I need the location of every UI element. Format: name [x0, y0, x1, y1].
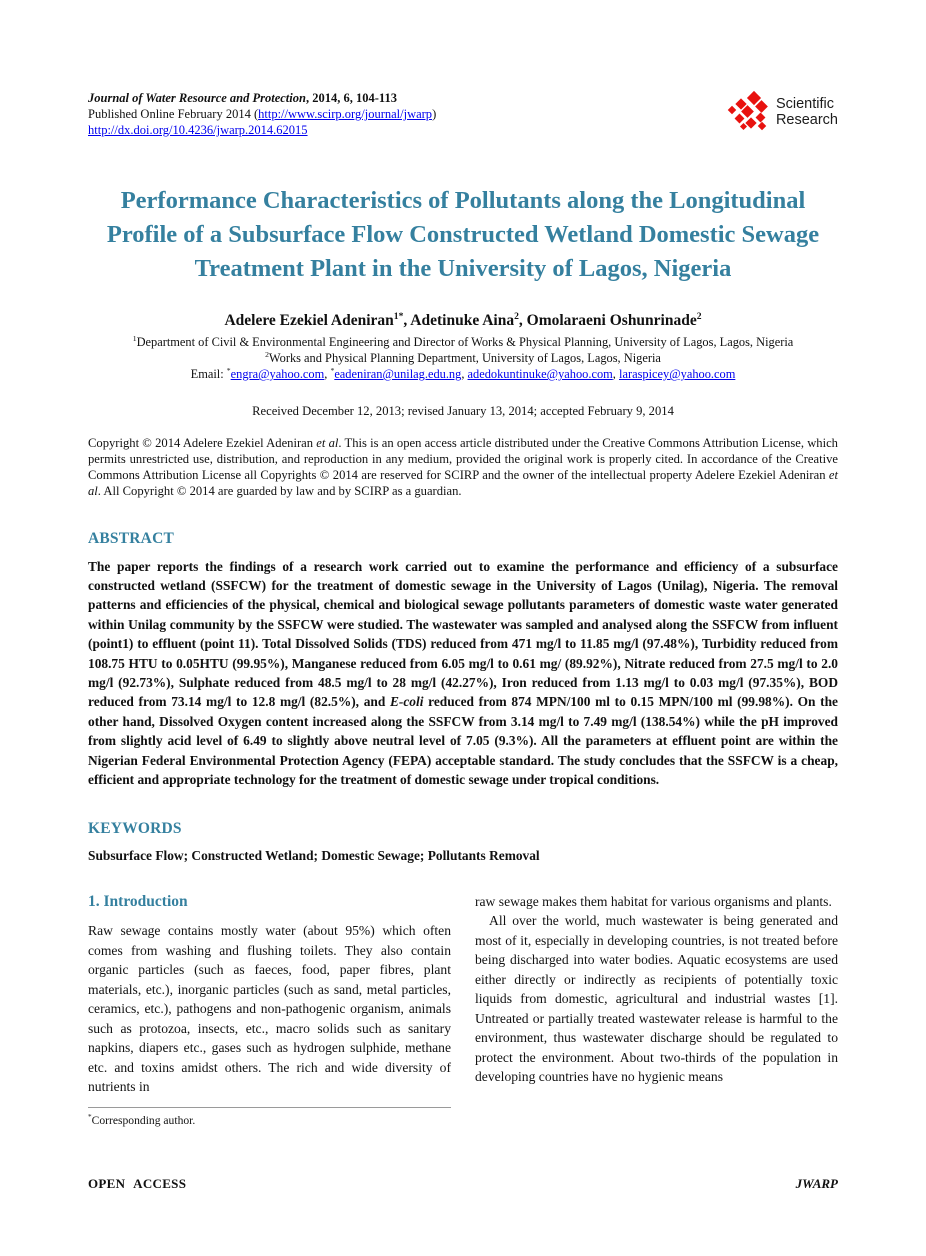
published-prefix: Published Online February 2014 ( [88, 107, 259, 121]
journal-citation-line [88, 90, 436, 106]
paper-title: Performance Characteristics of Pollutants along the Longitudinal Profile of a Subsurface Flow Constructed Wetland Domestic Sewage Treatment Plant in the University of Lagos, Nigeria [106, 187, 820, 282]
open-access-label: OPEN ACCESS [88, 1176, 187, 1191]
published-suffix: ) [432, 107, 437, 121]
authors-line [88, 312, 838, 330]
email-prefix: Email: [190, 367, 227, 381]
logo-line2: Research [775, 112, 838, 128]
intro-right-column [475, 892, 838, 1131]
affiliation-2: $^2$Works and Physical Planning Department, University of Lagos, Lagos, Nigeria [265, 349, 661, 365]
affiliation-1: $^1$Department of Civil & Environmental Engineering and Director of Works & Physical Planning, University of Lagos, Lagos, Nigeria [132, 333, 794, 349]
journal-abbrev: JWARP [795, 1176, 838, 1191]
intro-paragraph-2: raw sewage makes them habitat for various organisms and plants. [475, 893, 832, 909]
intro-left-column [88, 892, 451, 1131]
intro-paragraph-1: Raw sewage contains mostly water (about 95%) which often comes from washing and flushing toilets. They also contain organic particles (such as faeces, food, paper fibres, plant materials, etc.), inorganic particles (such as sand, metal particles, ceramics, etc.), pathogens and non-pathogenic organism, animals such as protozoa, insects, etc., macro solids such as sanitary napkins, diapers etc., gases such as hydrogen sulphide, methane etc. and toxins amidst others. The rich and wide diversity of nutrients in [88, 923, 451, 1094]
copyright-notice: Copyright © 2014 Adelere Ezekiel Adeniran et al. This is an open access article distributed under the Creative Commons Attribution License, which permits unrestricted use, distribution, and reproduction in any medium, provided the original work is properly cited. In accordance of the Creative Commons Attribution License all Copyrights © 2014 are reserved for SCIRP and the owner of the intellectual property Adelere Ezekiel Adeniran et al. All Copyright © 2014 are guarded by law and by SCIRP as a guardian. [88, 436, 838, 498]
email-line: Email: *engra@yahoo.com, *eadeniran@unilag.edu.ng, adedokuntinuke@yahoo.com, laraspicey@yahoo.com [190, 365, 736, 381]
page-header [88, 90, 838, 138]
journal-name: Journal of Water Resource and Protection [88, 91, 306, 105]
logo-text [776, 96, 838, 128]
received-dates: Received December 12, 2013; revised January 13, 2014; accepted February 9, 2014 [252, 404, 674, 418]
logo-diamonds-icon [728, 92, 770, 132]
abstract-heading: ABSTRACT [88, 529, 175, 547]
author-2: Adetinuke Aina$^2$, [410, 310, 527, 329]
doi-link[interactable]: http://dx.doi.org/10.4236/jwarp.2014.62015 [88, 123, 308, 137]
journal-issue: , 2014, 6, 104-113 [305, 91, 397, 105]
affiliations [88, 335, 838, 382]
email-link-2[interactable]: eadeniran@unilag.edu.ng [334, 367, 462, 381]
doi-line [88, 122, 436, 138]
abstract-body: The paper reports the findings of a research work carried out to examine the performance and efficiency of a subsurface constructed wetland (SSFCW) for the treatment of domestic sewage in the University of Lagos (Unilag), Nigeria. The removal patterns and efficiencies of the physical, chemical and biological sewage pollutants parameters of domestic waste water generated within Unilag community by the SSFCW were studied. The wastewater was sampled and analysed along the SSFCW from influent (point1) to effluent (point 11). Total Dissolved Solids (TDS) reduced from 471 mg/l to 11.85 mg/l (97.48%), Turbidity reduced from 108.75 HTU to 0.05HTU (99.95%), Manganese reduced from 6.05 mg/l to 0.61 mg/ (89.92%), Nitrate reduced from 27.5 mg/l to 2.0 mg/l (92.73%), Sulphate reduced from 48.5 mg/l to 28 mg/l (42.27%), Iron reduced from 1.13 mg/l to 0.03 mg/l (97.35%), BOD reduced from 73.14 mg/l to 12.8 mg/l (82.5%), and E-coli reduced from 874 MPN/100 ml to 0.15 MPN/100 ml (99.98%). On the other hand, Dissolved Oxygen content increased along the SSFCW from 3.14 mg/l to 7.49 mg/l (138.54%) while the pH improved from slightly acid level of 6.49 to slightly above neutral level of 7.05 (9.3%). All the parameters at effluent point are within the Nigerian Federal Environmental Protection Agency (FEPA) acceptable standard. The study concludes that the SSFCW is a cheap, efficient and appropriate technology for the treatment of domestic sewage under tropical conditions. [88, 558, 838, 788]
journal-url-link[interactable]: http://www.scirp.org/journal/jwarp [258, 107, 433, 121]
corresponding-author-footnote: *Corresponding author. [88, 1112, 196, 1127]
introduction-heading: 1. Introduction [88, 892, 188, 910]
email-link-4[interactable]: laraspicey@yahoo.com [619, 367, 736, 381]
keywords-text: Subsurface Flow; Constructed Wetland; Domestic Sewage; Pollutants Removal [88, 847, 540, 863]
keywords-heading: KEYWORDS [88, 819, 182, 837]
email-link-3[interactable]: adedokuntinuke@yahoo.com [467, 367, 613, 381]
footnote-block [88, 1107, 451, 1131]
intro-paragraph-3: All over the world, much wastewater is being generated and most of it, especially in developing countries, is not treated before being discharged into water bodies. Aquatic ecosystems are used either directly or indirectly as recipients of potentially toxic liquids from domestic, agricultural and industrial wastes [1]. Untreated or partially treated wastewater release is harmful to the environment, thus wastewater discharge should be regulated to protect the environment. About two-thirds of the population in developing countries have no hygienic means [475, 913, 838, 1084]
footnote-rule [88, 1107, 451, 1108]
published-online-line [88, 106, 436, 122]
email-link-1[interactable]: engra@yahoo.com [230, 367, 325, 381]
journal-info [88, 90, 436, 138]
author-1: Adelere Ezekiel Adeniran$^{1*}$, [224, 310, 411, 329]
logo-line1: Scientific [775, 96, 834, 112]
scientific-research-logo [728, 92, 838, 132]
intro-columns [88, 892, 838, 1131]
page-footer [88, 1176, 838, 1192]
author-3: Omolaraeni Oshunrinade$^2$ [526, 310, 702, 329]
